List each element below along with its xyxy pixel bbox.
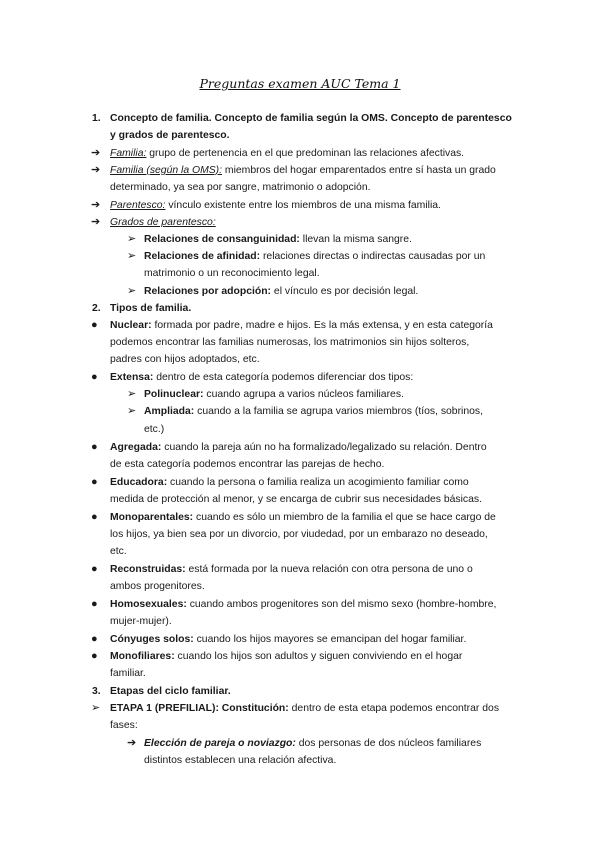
term: Extensa:: [110, 372, 154, 383]
section-number: 2.: [92, 303, 101, 314]
term: Relaciones por adopción:: [144, 286, 272, 297]
definition: relaciones directas o indirectas causadas por un: [260, 251, 486, 262]
arrow-icon: ➔: [91, 147, 101, 159]
definition-continued: podemos encontrar las familias numerosas, los matrimonios sin hijos solteros,: [110, 337, 470, 348]
definition: dentro de esta etapa podemos encontrar dos: [288, 703, 500, 714]
definition: cuando los hijos mayores se emancipan del hogar familiar.: [193, 634, 467, 645]
definition-continued: medida de protección al menor, y se encarga de cubrir sus necesidades básicas.: [110, 494, 482, 505]
term: Elección de pareja o noviazgo:: [144, 738, 296, 749]
list-item: [110, 147, 464, 160]
list-item: [144, 285, 418, 298]
section-number: 3.: [92, 686, 101, 697]
term: Monofiliares:: [110, 651, 175, 662]
arrow-icon: ➔: [91, 199, 101, 211]
definition-continued: padres con hijos adoptados, etc.: [110, 354, 260, 365]
term: Parentesco:: [110, 200, 166, 211]
bullet-icon: ●: [91, 598, 98, 610]
term: Agregada:: [110, 442, 162, 453]
list-item: [110, 511, 496, 524]
list-item: [144, 250, 485, 263]
section-heading: Tipos de familia.: [110, 303, 192, 314]
bullet-icon: ●: [91, 633, 98, 645]
arrow-icon: ➔: [91, 164, 101, 176]
definition: cuando a la familia se agrupa varios miembros (tíos, sobrinos,: [194, 406, 483, 417]
bullet-icon: ●: [91, 476, 98, 488]
definition-continued: familiar.: [110, 668, 146, 679]
triangle-bullet-icon: ➢: [91, 702, 101, 714]
term: Familia:: [110, 148, 147, 159]
definition-continued: los hijos, ya bien sea por un divorcio, por viudedad, por un embarazo no deseado,: [110, 529, 488, 540]
arrow-icon: ➔: [127, 737, 137, 749]
list-item: [110, 164, 496, 177]
triangle-bullet-icon: ➢: [127, 250, 137, 262]
definition: llevan la misma sangre.: [299, 234, 412, 245]
triangle-bullet-icon: ➢: [127, 233, 137, 245]
definition-continued: determinado, ya sea por sangre, matrimonio o adopción.: [110, 182, 371, 193]
list-item: [144, 388, 404, 401]
list-item: [110, 598, 496, 611]
definition-continued: de esta categoría podemos encontrar las parejas de hecho.: [110, 459, 385, 470]
term: ETAPA 1 (PREFILIAL): Constitución:: [110, 703, 289, 714]
list-item: [144, 233, 412, 246]
definition-continued: mujer-mujer).: [110, 616, 172, 627]
definition-continued: fases:: [110, 720, 138, 731]
term: Cónyuges solos:: [110, 634, 194, 645]
definition: grupo de pertenencia en el que predominan las relaciones afectivas.: [146, 148, 465, 159]
section-heading: y grados de parentesco.: [110, 130, 230, 141]
list-item: [110, 371, 413, 384]
definition: vínculo existente entre los miembros de una misma familia.: [165, 200, 441, 211]
term: Educadora:: [110, 477, 168, 488]
section-heading: Etapas del ciclo familiar.: [110, 686, 231, 697]
term: Polinuclear:: [144, 389, 204, 400]
definition-continued: etc.): [144, 424, 165, 435]
list-item: [144, 737, 481, 750]
term: Relaciones de consanguinidad:: [144, 234, 300, 245]
list-item: [110, 216, 216, 229]
definition: el vínculo es por decisión legal.: [271, 286, 419, 297]
list-item: [110, 650, 462, 663]
list-item: [110, 476, 469, 489]
list-item: [110, 633, 466, 646]
definition: cuando ambos progenitores son del mismo sexo (hombre-hombre,: [186, 599, 497, 610]
definition: cuando agrupa a varios núcleos familiares.: [203, 389, 404, 400]
definition: formada por padre, madre e hijos. Es la más extensa, y en esta categoría: [151, 320, 493, 331]
list-item: [110, 199, 441, 212]
triangle-bullet-icon: ➢: [127, 285, 137, 297]
term: Reconstruidas:: [110, 564, 186, 575]
definition: dos personas de dos núcleos familiares: [295, 738, 482, 749]
bullet-icon: ●: [91, 511, 98, 523]
definition: dentro de esta categoría podemos diferenciar dos tipos:: [153, 372, 414, 383]
term: Relaciones de afinidad:: [144, 251, 261, 262]
arrow-icon: ➔: [91, 216, 101, 228]
list-item: [144, 405, 483, 418]
definition: miembros del hogar emparentados entre sí hasta un grado: [222, 165, 496, 176]
definition: está formada por la nueva relación con otra persona de uno o: [185, 564, 473, 575]
page-title: Preguntas examen AUC Tema 1: [199, 76, 401, 91]
bullet-icon: ●: [91, 441, 98, 453]
list-item: [110, 441, 487, 454]
list-item: [110, 563, 473, 576]
triangle-bullet-icon: ➢: [127, 405, 137, 417]
definition: cuando la persona o familia realiza un acogimiento familiar como: [167, 477, 469, 488]
bullet-icon: ●: [91, 563, 98, 575]
bullet-icon: ●: [91, 319, 98, 331]
bullet-icon: ●: [91, 371, 98, 383]
term: Monoparentales:: [110, 512, 194, 523]
term: Familia (según la OMS):: [110, 165, 223, 176]
term: Grados de parentesco:: [110, 217, 216, 228]
term: Ampliada:: [144, 406, 195, 417]
definition-continued: matrimonio o un reconocimiento legal.: [144, 268, 320, 279]
term: Nuclear:: [110, 320, 152, 331]
definition: cuando la pareja aún no ha formalizado/legalizado su relación. Dentro: [161, 442, 487, 453]
definition-continued: distintos establecen una relación afectiva.: [144, 755, 337, 766]
list-item: [110, 702, 499, 715]
list-item: [110, 319, 493, 332]
definition-continued: ambos progenitores.: [110, 581, 205, 592]
definition: cuando es sólo un miembro de la familia el que se hace cargo de: [193, 512, 496, 523]
term: Homosexuales:: [110, 599, 187, 610]
definition-continued: etc.: [110, 546, 127, 557]
bullet-icon: ●: [91, 650, 98, 662]
definition: cuando los hijos son adultos y siguen conviviendo en el hogar: [174, 651, 463, 662]
triangle-bullet-icon: ➢: [127, 388, 137, 400]
section-number: 1.: [92, 113, 101, 124]
section-heading: Concepto de familia. Concepto de familia según la OMS. Concepto de parentesco: [110, 113, 512, 124]
